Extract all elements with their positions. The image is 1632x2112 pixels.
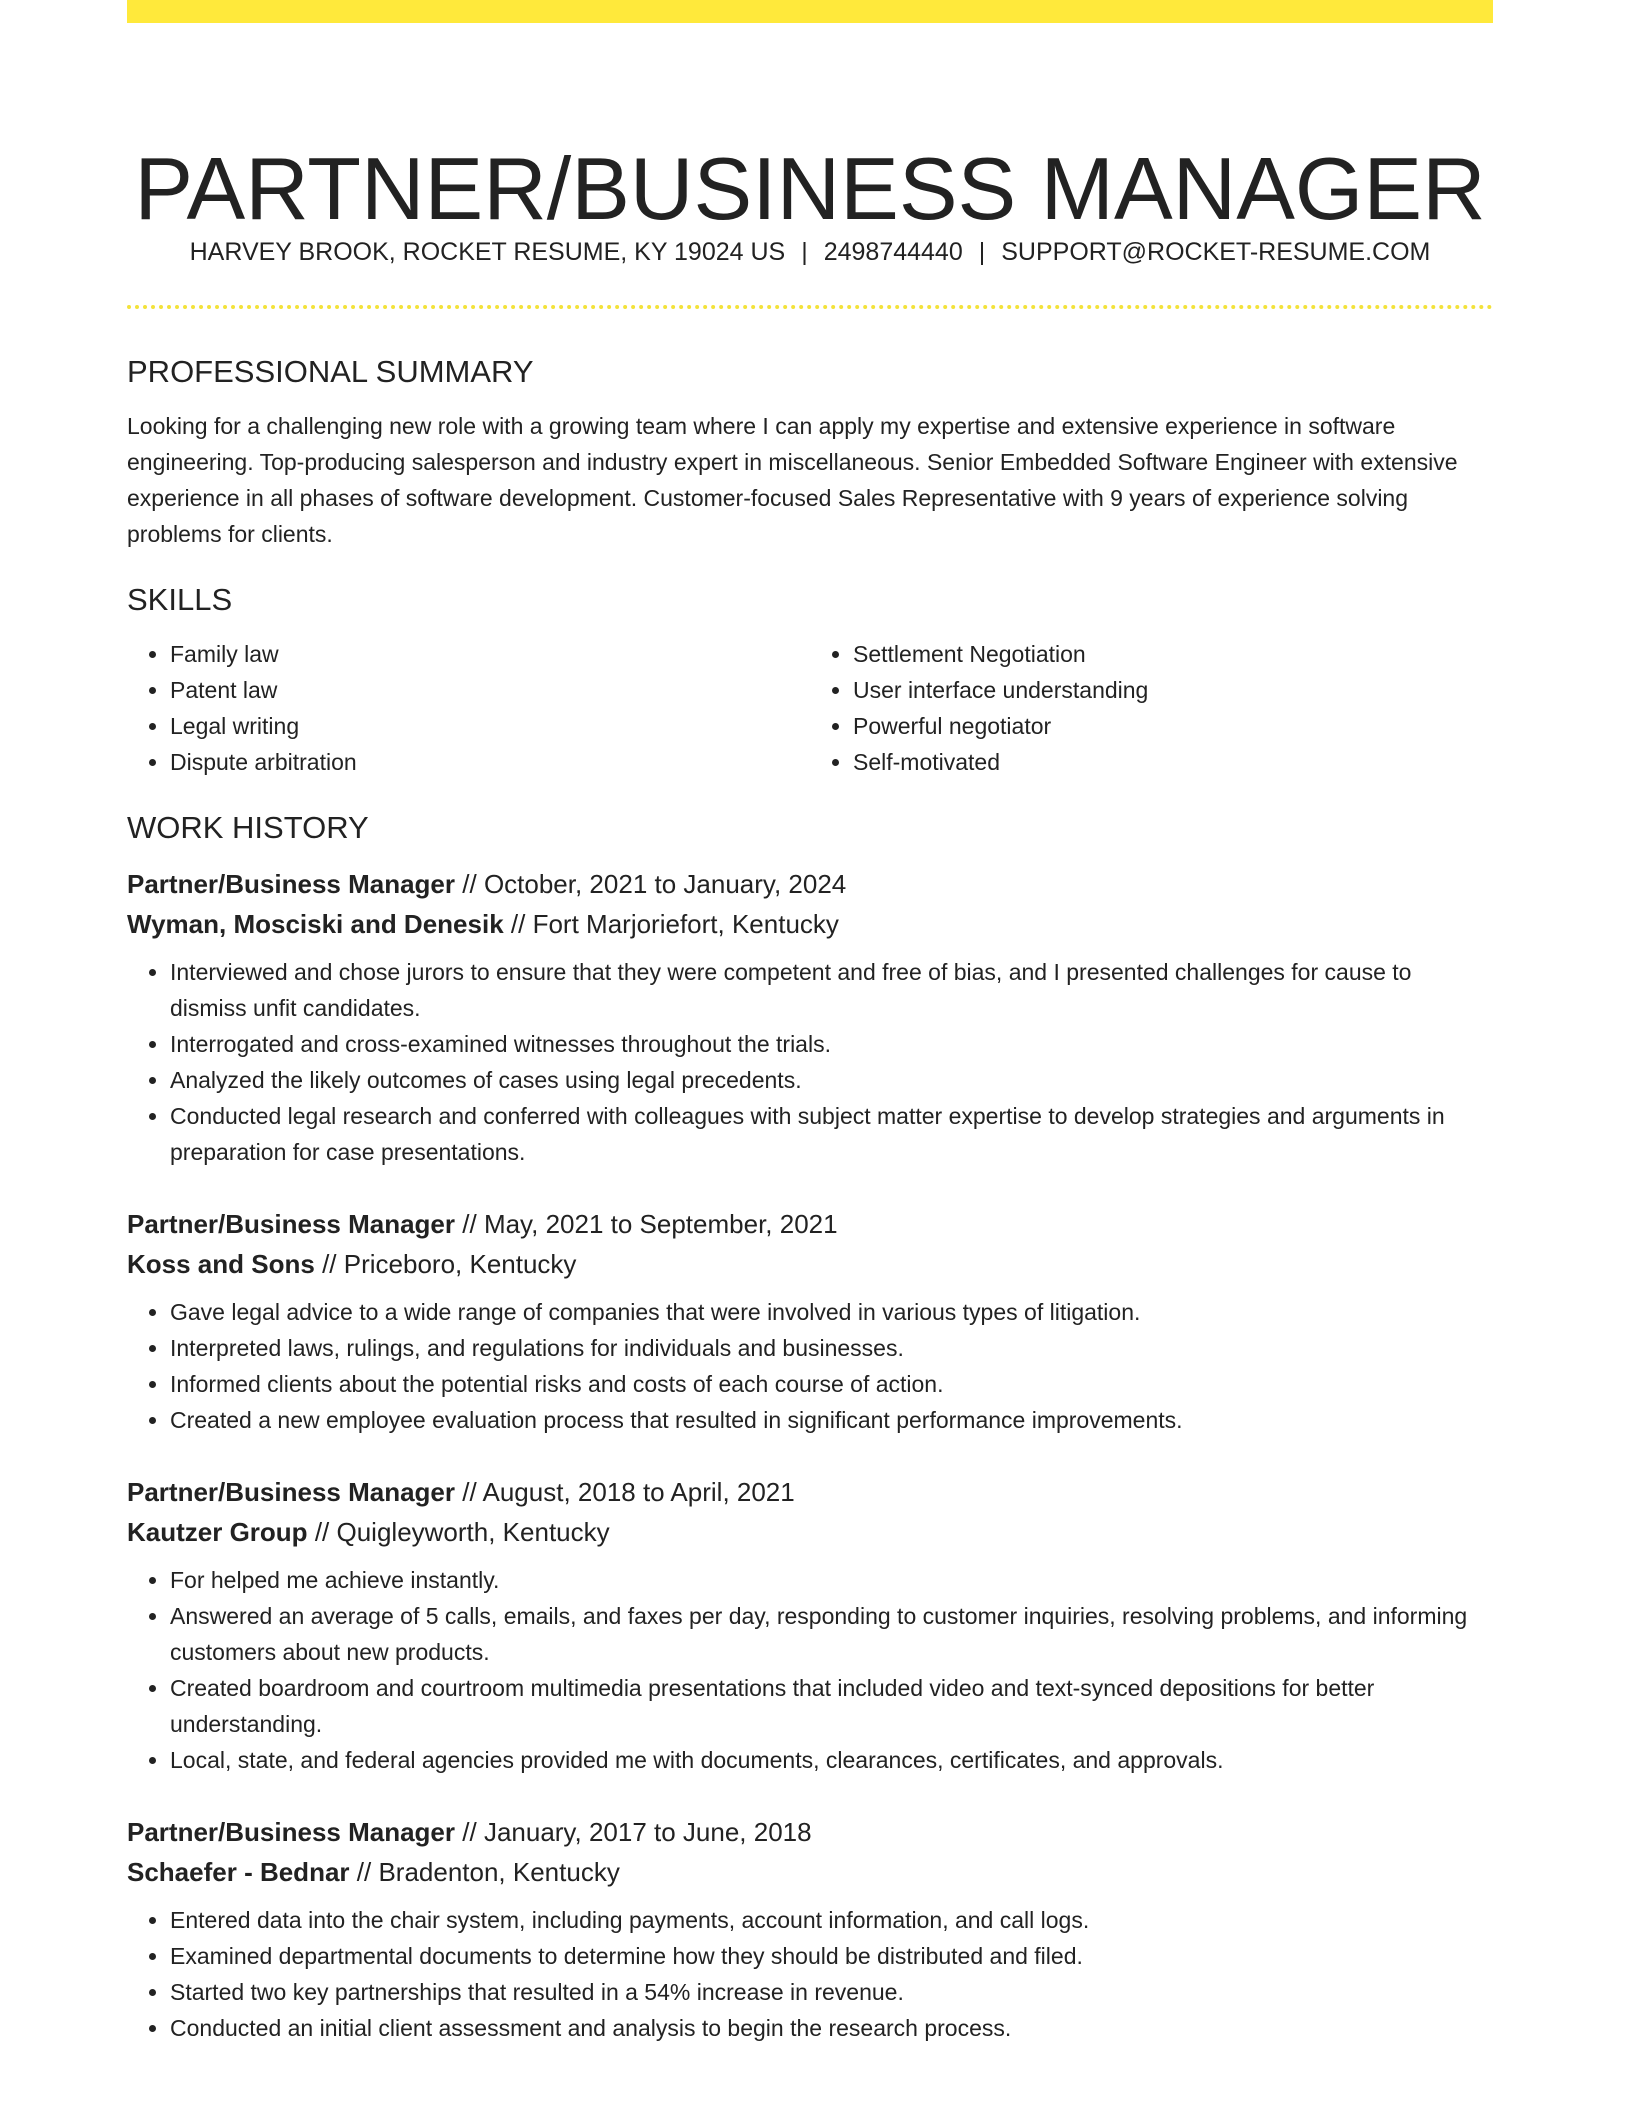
job-role: Partner/Business Manager bbox=[127, 1209, 456, 1239]
job-company: Schaefer - Bednar bbox=[127, 1857, 350, 1887]
job-dates: August, 2018 to April, 2021 bbox=[482, 1477, 795, 1507]
job-bullet: • Conducted legal research and conferred with colleagues with subject matter expertise to develop strategies and arguments in preparation for case presentations. bbox=[170, 1098, 1493, 1170]
work-history-heading: WORK HISTORY bbox=[127, 810, 369, 845]
job-entry bbox=[127, 1472, 1493, 1778]
job-bullet: • Conducted an initial client assessment and analysis to begin the research process. bbox=[170, 2010, 1493, 2046]
skill-item: • Patent law bbox=[170, 672, 810, 708]
job-bullets bbox=[127, 954, 1493, 1170]
contact-phone: 2498744440 bbox=[823, 238, 963, 266]
contact-email[interactable]: SUPPORT@ROCKET-RESUME.COM bbox=[1001, 238, 1431, 266]
job-bullet: • Analyzed the likely outcomes of cases using legal precedents. bbox=[170, 1062, 1493, 1098]
job-bullets bbox=[127, 1562, 1493, 1778]
job-bullet: • Interviewed and chose jurors to ensure that they were competent and free of bias, and I presented challenges for cause to dismiss unfit candidates. bbox=[170, 954, 1493, 1026]
job-company-line: Kautzer Group // Quigleyworth, Kentucky bbox=[127, 1517, 610, 1547]
skills-left-column bbox=[127, 636, 810, 780]
job-entry bbox=[127, 1812, 1493, 2046]
job-bullet: • Informed clients about the potential risks and costs of each course of action. bbox=[170, 1366, 1493, 1402]
resume-content bbox=[127, 352, 1493, 2080]
job-bullet: • Interrogated and cross-examined witnesses throughout the trials. bbox=[170, 1026, 1493, 1062]
skill-item: • Settlement Negotiation bbox=[853, 636, 1493, 672]
job-role: Partner/Business Manager bbox=[127, 1477, 456, 1507]
job-bullet: • Examined departmental documents to determine how they should be distributed and filed. bbox=[170, 1938, 1493, 1974]
job-bullets bbox=[127, 1294, 1493, 1438]
job-bullet: • For helped me achieve instantly. bbox=[170, 1562, 1493, 1598]
skills-heading: SKILLS bbox=[127, 582, 233, 617]
job-location: Priceboro, Kentucky bbox=[343, 1249, 577, 1279]
resume-title: PARTNER/BUSINESS MANAGER bbox=[134, 138, 1486, 238]
contact-separator: | bbox=[801, 238, 808, 266]
job-role-line: Partner/Business Manager // October, 2021 to January, 2024 bbox=[127, 869, 847, 899]
job-entry bbox=[127, 864, 1493, 1170]
job-dates: May, 2021 to September, 2021 bbox=[483, 1209, 838, 1239]
job-bullet: • Entered data into the chair system, including payments, account information, and call logs. bbox=[170, 1902, 1493, 1938]
skill-item: • Legal writing bbox=[170, 708, 810, 744]
job-location: Quigleyworth, Kentucky bbox=[336, 1517, 610, 1547]
job-entry bbox=[127, 1204, 1493, 1438]
contact-address: HARVEY BROOK, ROCKET RESUME, KY 19024 US bbox=[189, 238, 786, 266]
job-company: Koss and Sons bbox=[127, 1249, 315, 1279]
job-dates: October, 2021 to January, 2024 bbox=[483, 869, 847, 899]
skills-right-column bbox=[810, 636, 1493, 780]
job-role: Partner/Business Manager bbox=[127, 869, 456, 899]
summary-text: Looking for a challenging new role with a growing team where I can apply my expertise and extensive experience in software engineering. Top-producing salesperson and industry expert in miscellaneous. Senior Embedded Software Engineer with extensive experience in all phases of software development. Customer-focused Sales Representative with 9 years of experience solving problems for clients. bbox=[127, 413, 1458, 547]
job-bullet: • Started two key partnerships that resulted in a 54% increase in revenue. bbox=[170, 1974, 1493, 2010]
skill-item: • Family law bbox=[170, 636, 810, 672]
job-bullet: • Gave legal advice to a wide range of companies that were involved in various types of litigation. bbox=[170, 1294, 1493, 1330]
job-role-line: Partner/Business Manager // May, 2021 to September, 2021 bbox=[127, 1209, 838, 1239]
contact-line bbox=[127, 235, 1493, 269]
job-bullet: • Interpreted laws, rulings, and regulations for individuals and businesses. bbox=[170, 1330, 1493, 1366]
job-company-line: Wyman, Mosciski and Denesik // Fort Marjoriefort, Kentucky bbox=[127, 909, 839, 939]
job-location: Bradenton, Kentucky bbox=[378, 1857, 620, 1887]
job-bullet: • Created a new employee evaluation process that resulted in significant performance improvements. bbox=[170, 1402, 1493, 1438]
job-role: Partner/Business Manager bbox=[127, 1817, 456, 1847]
skill-item: • Self-motivated bbox=[853, 744, 1493, 780]
job-role-line: Partner/Business Manager // January, 2017 to June, 2018 bbox=[127, 1817, 812, 1847]
job-bullets bbox=[127, 1902, 1493, 2046]
skills-list bbox=[127, 636, 1493, 780]
skill-item: • Dispute arbitration bbox=[170, 744, 810, 780]
job-dates: January, 2017 to June, 2018 bbox=[483, 1817, 812, 1847]
skill-item: • User interface understanding bbox=[853, 672, 1493, 708]
contact-separator: | bbox=[978, 238, 986, 266]
job-bullet: • Created boardroom and courtroom multimedia presentations that included video and text-synced depositions for better understanding. bbox=[170, 1670, 1493, 1742]
job-location: Fort Marjoriefort, Kentucky bbox=[532, 909, 839, 939]
job-bullet: • Local, state, and federal agencies provided me with documents, clearances, certificates, and approvals. bbox=[170, 1742, 1493, 1778]
job-company-line: Schaefer - Bednar // Bradenton, Kentucky bbox=[127, 1857, 620, 1887]
job-company-line: Koss and Sons // Priceboro, Kentucky bbox=[127, 1249, 577, 1279]
job-company: Kautzer Group bbox=[127, 1517, 308, 1547]
job-bullet: • Answered an average of 5 calls, emails, and faxes per day, responding to customer inquiries, resolving problems, and informing customers about new products. bbox=[170, 1598, 1493, 1670]
job-company: Wyman, Mosciski and Denesik bbox=[127, 909, 504, 939]
header-divider bbox=[127, 305, 1493, 309]
job-role-line: Partner/Business Manager // August, 2018 to April, 2021 bbox=[127, 1477, 795, 1507]
skill-item: • Powerful negotiator bbox=[853, 708, 1493, 744]
summary-heading: PROFESSIONAL SUMMARY bbox=[127, 354, 534, 389]
accent-bar bbox=[127, 0, 1493, 23]
